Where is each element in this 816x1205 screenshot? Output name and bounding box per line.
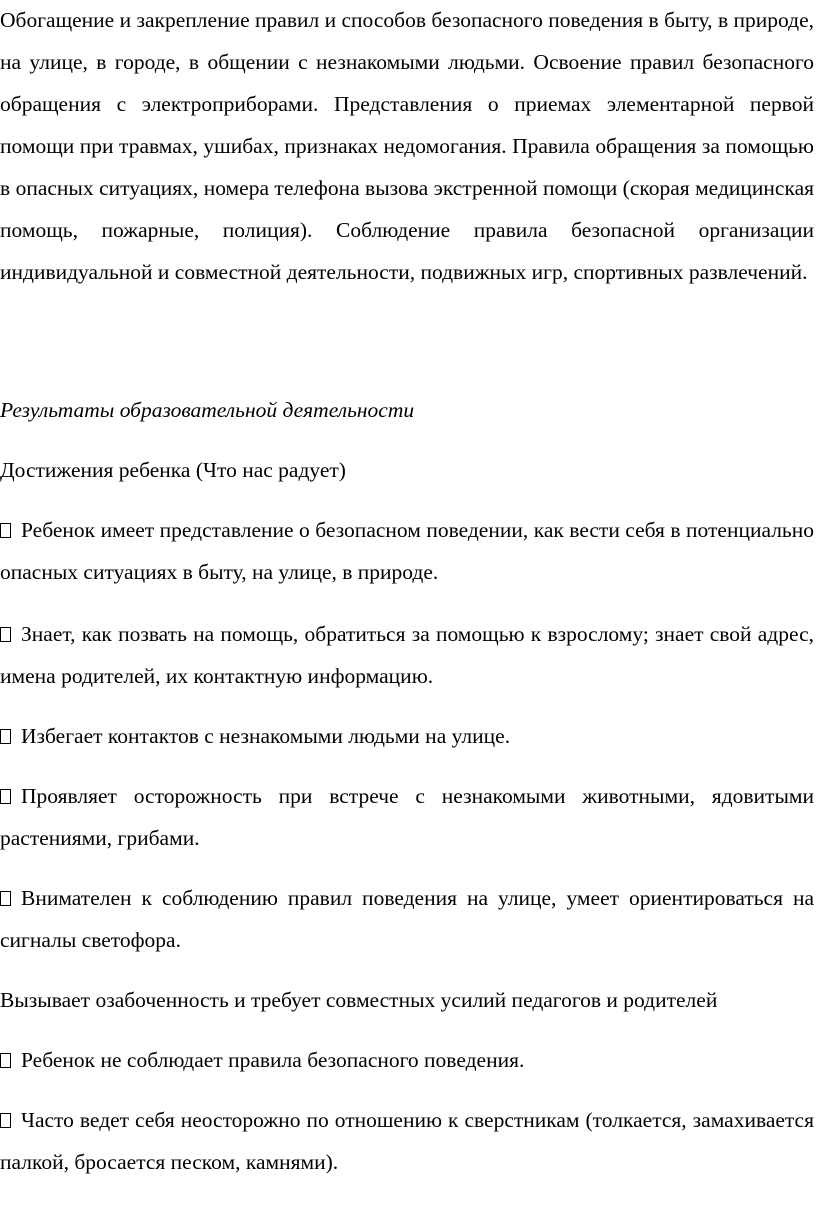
- bullet-box-icon: [0, 1053, 11, 1068]
- concern-text: Ребенок не соблюдает правила безопасного поведения.: [21, 1048, 525, 1072]
- bullet-box-icon: [0, 1113, 11, 1128]
- achievement-item: [0, 509, 814, 593]
- achievement-item: [0, 877, 814, 961]
- concern-item: [0, 1039, 814, 1081]
- bullet-box-icon: [0, 891, 11, 906]
- achievement-text: Проявляет осторожность при встрече с незнакомыми животными, ядовитыми растениями, грибами.: [0, 784, 814, 850]
- concern-text: Часто ведет себя неосторожно по отношению к сверстникам (толкается, замахивается палкой, бросается песком, камнями).: [0, 1108, 814, 1174]
- bullet-box-icon: [0, 789, 11, 804]
- bullet-box-icon: [0, 523, 11, 538]
- achievement-text: Избегает контактов с незнакомыми людьми на улице.: [21, 724, 511, 748]
- achievement-text: Внимателен к соблюдению правил поведения на улице, умеет ориентироваться на сигналы светофора.: [0, 886, 814, 952]
- achievement-text: Ребенок имеет представление о безопасном поведении, как вести себя в потенциально опасных ситуациях в быту, на улице, в природе.: [0, 518, 814, 584]
- achievements-heading: Достижения ребенка (Что нас радует): [0, 458, 346, 482]
- intro-paragraph: Обогащение и закрепление правил и способов безопасного поведения в быту, в природе, на улице, в городе, в общении с незнакомыми людьми. Освоение правил безопасного обращения с электроприборами. Представления о приемах элементарной первой помощи при травмах, ушибах, признаках недомогания. Правила обращения за помощью в опасных ситуациях, номера телефона вызова экстренной помощи (скорая медицинская помощь, пожарные, полиция). Соблюдение правила безопасной организации индивидуальной и совместной деятельности, подвижных игр, спортивных развлечений.: [0, 8, 814, 284]
- achievement-text: Знает, как позвать на помощь, обратиться за помощью к взрослому; знает свой адрес, имена родителей, их контактную информацию.: [0, 622, 814, 688]
- concern-heading: Вызывает озабоченность и требует совместных усилий педагогов и родителей: [0, 988, 718, 1012]
- results-heading: Результаты образовательной деятельности: [0, 398, 415, 422]
- concern-item: [0, 1099, 814, 1183]
- bullet-box-icon: [0, 729, 11, 744]
- achievement-item: [0, 613, 814, 697]
- achievement-item: [0, 715, 814, 757]
- bullet-box-icon: [0, 627, 11, 642]
- achievement-item: [0, 775, 814, 859]
